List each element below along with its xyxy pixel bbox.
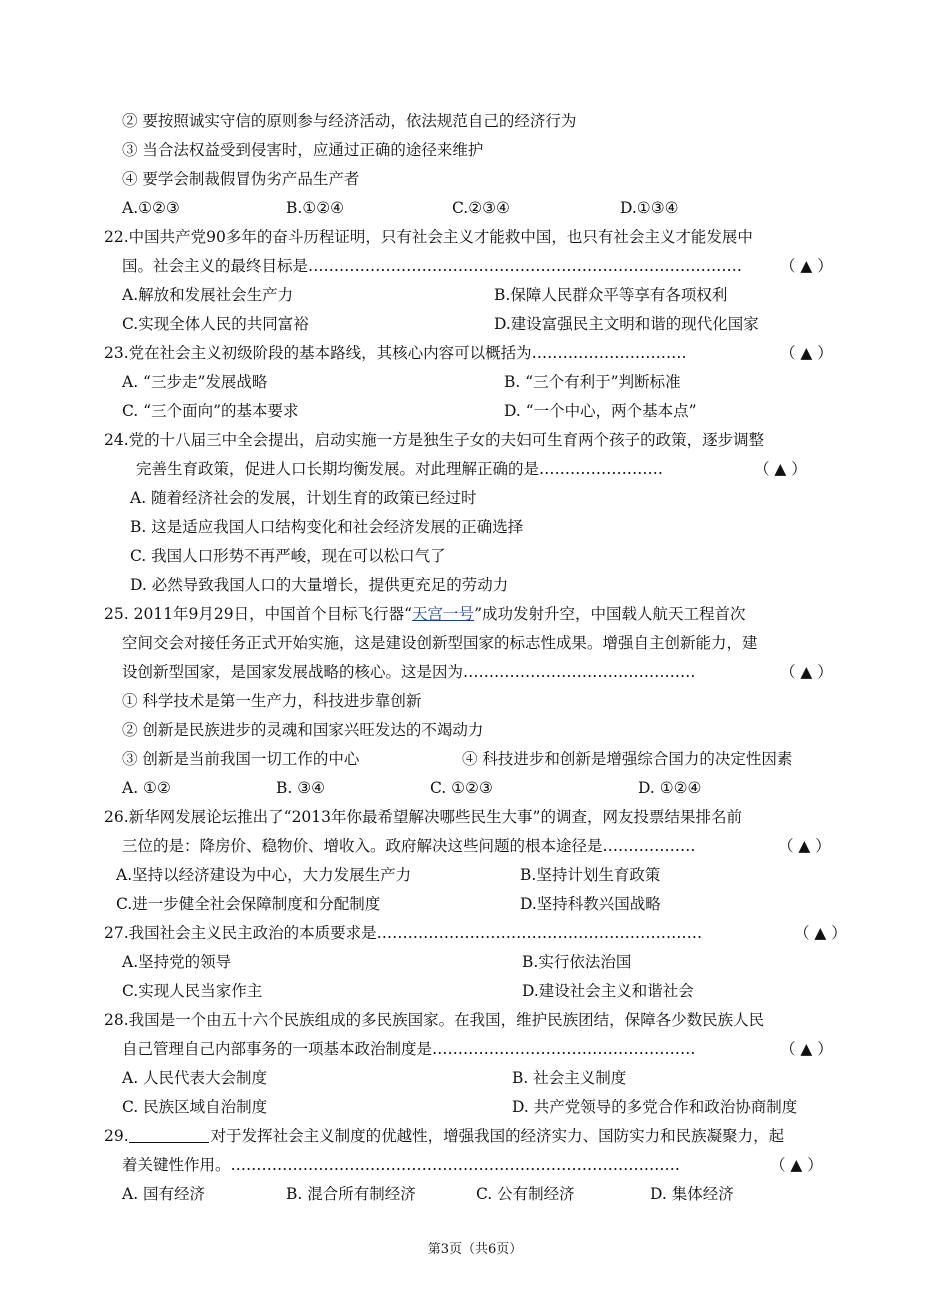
stem-text [104, 600, 746, 629]
question-26-options-row-2 [0, 890, 950, 919]
question-22-options-row-2 [0, 310, 950, 339]
stem-text-pre: 25. 2011年9月29日，中国首个目标飞行器“ [104, 605, 413, 623]
stem-text: 国。社会主义的最终目标是………………………………………………………………………… [122, 257, 743, 275]
item-text: ③ 当合法权益受到侵害时，应通过正确的途径来维护 [122, 141, 484, 159]
option-b: B. 混合所有制经济 [286, 1185, 416, 1203]
answer-blank: （ ▲ ） [754, 460, 807, 478]
option-b: B.实行依法治国 [522, 953, 632, 971]
option-d: D. 共产党领导的多党合作和政治协商制度 [512, 1098, 798, 1116]
question-22-options-row-1 [0, 281, 950, 310]
question-29-stem-line-2 [0, 1151, 950, 1180]
stem-text: 完善生育政策，促进人口长期均衡发展。对此理解正确的是…………………… [136, 460, 664, 478]
stem-text: 28.我国是一个由五十六个民族组成的多民族国家。在我国，维护民族团结，保障各少数民族人民 [104, 1011, 765, 1029]
stem-text: 26.新华网发展论坛推出了“2013年你最希望解决哪些民生大事”的调查，网友投票结果排名前 [104, 808, 742, 826]
question-number: 29. [104, 1127, 129, 1145]
item-text: ④ 科技进步和创新是增强综合国力的决定性因素 [462, 750, 793, 768]
question-25-items-3-4 [0, 745, 950, 774]
stem-text: 27.我国社会主义民主政治的本质要求是……………………………………………………… [104, 924, 703, 942]
question-24-stem-line-1 [0, 426, 950, 455]
question-24-stem-line-2 [0, 455, 950, 484]
option-a: A.坚持党的领导 [122, 953, 232, 971]
item-text: ① 科学技术是第一生产力，科技进步靠创新 [122, 692, 422, 710]
tiangong-link[interactable]: 天宫一号 [412, 605, 475, 623]
option-b: B. “三个有利于”判断标准 [504, 373, 681, 391]
option-a: A.①②③ [122, 199, 180, 217]
stem-text: 设创新型国家，是国家发展战略的核心。这是因为……………………………………… [122, 663, 696, 681]
option-a: A.解放和发展社会生产力 [122, 286, 294, 304]
option-c: C. 民族区域自治制度 [122, 1098, 268, 1116]
question-27-options-row-1 [0, 948, 950, 977]
answer-blank: （ ▲ ） [780, 1040, 833, 1058]
option-a: A. ①② [122, 779, 171, 797]
answer-blank: （ ▲ ） [780, 257, 833, 275]
question-28-stem-line-2 [0, 1035, 950, 1064]
option-d: D. 集体经济 [650, 1185, 734, 1203]
question-25-options [0, 774, 950, 803]
option-c: C. 公有制经济 [476, 1185, 575, 1203]
question-21-item-3 [0, 136, 950, 165]
question-28-stem-line-1 [0, 1006, 950, 1035]
stem-text: 23.党在社会主义初级阶段的基本路线，其核心内容可以概括为………………………… [104, 344, 687, 362]
stem-text: 空间交会对接任务正式开始实施，这是建设创新型国家的标志性成果。增强自主创新能力，建 [122, 634, 758, 652]
stem-text: 22.中国共产党90多年的奋斗历程证明，只有社会主义才能救中国，也只有社会主义才能发展中 [104, 228, 753, 246]
option-a: A. 国有经济 [122, 1185, 206, 1203]
option-c: C. 我国人口形势不再严峻，现在可以松口气了 [130, 547, 446, 565]
item-text: ② 创新是民族进步的灵魂和国家兴旺发达的不竭动力 [122, 721, 484, 739]
question-25-stem-line-3 [0, 658, 950, 687]
option-b: B.①②④ [286, 199, 345, 217]
option-b: B.保障人民群众平等享有各项权利 [494, 286, 728, 304]
option-a: A. 随着经济社会的发展，计划生育的政策已经过时 [130, 489, 477, 507]
option-d: D. ①②④ [638, 779, 702, 797]
question-21-item-2 [0, 107, 950, 136]
question-23-stem [0, 339, 950, 368]
option-d: D.坚持科教兴国战略 [520, 895, 661, 913]
answer-blank: （ ▲ ） [780, 344, 833, 362]
answer-blank: （ ▲ ） [770, 1156, 823, 1174]
option-c: C.②③④ [452, 199, 510, 217]
question-24-option-c [0, 542, 950, 571]
question-25-item-1 [0, 687, 950, 716]
question-25-stem-line-2 [0, 629, 950, 658]
stem-text-body: 对于发挥社会主义制度的优越性，增强我国的经济实力、国防实力和民族凝聚力，起 [210, 1127, 785, 1145]
option-d: D.建设社会主义和谐社会 [522, 982, 694, 1000]
option-a: A. 人民代表大会制度 [122, 1069, 268, 1087]
answer-blank: （ ▲ ） [778, 837, 831, 855]
stem-text: 三位的是：降房价、稳物价、增收入。政府解决这些问题的根本途径是……………… [122, 837, 696, 855]
option-a: A. “三步走”发展战略 [122, 373, 268, 391]
answer-blank: （ ▲ ） [794, 924, 847, 942]
question-25-item-2 [0, 716, 950, 745]
item-text: ④ 要学会制裁假冒伪劣产品生产者 [122, 170, 360, 188]
question-23-options-row-1 [0, 368, 950, 397]
question-23-options-row-2 [0, 397, 950, 426]
question-27-options-row-2 [0, 977, 950, 1006]
option-d: D. 必然导致我国人口的大量增长，提供更充足的劳动力 [130, 576, 509, 594]
question-24-option-b [0, 513, 950, 542]
question-21-options [0, 194, 950, 223]
fill-in-blank [129, 1124, 209, 1143]
stem-text: 自己管理自己内部事务的一项基本政治制度是…………………………………………… [122, 1040, 696, 1058]
page-footer: 第3页（共6页） [427, 1242, 523, 1257]
option-c: C. ①②③ [430, 779, 493, 797]
question-24-option-a [0, 484, 950, 513]
option-b: B. 这是适应我国人口结构变化和社会经济发展的正确选择 [130, 518, 524, 536]
question-22-stem-line-2 [0, 252, 950, 281]
question-26-options-row-1 [0, 861, 950, 890]
option-c: C.实现全体人民的共同富裕 [122, 315, 309, 333]
answer-blank: （ ▲ ） [780, 663, 833, 681]
item-text: ③ 创新是当前我国一切工作的中心 [122, 750, 360, 768]
question-28-options-row-1 [0, 1064, 950, 1093]
stem-text-post: ”成功发射升空，中国载人航天工程首次 [474, 605, 746, 623]
question-27-stem [0, 919, 950, 948]
stem-text: 24.党的十八届三中全会提出，启动实施一方是独生子女的夫妇可生育两个孩子的政策，逐步调整 [104, 431, 765, 449]
question-25-stem-line-1 [0, 600, 950, 629]
question-24-option-d [0, 571, 950, 600]
question-29-stem-line-1 [0, 1122, 950, 1151]
item-text: ② 要按照诚实守信的原则参与经济活动，依法规范自己的经济行为 [122, 112, 577, 130]
option-c: C.实现人民当家作主 [122, 982, 263, 1000]
option-d: D.①③④ [620, 199, 679, 217]
question-29-options [0, 1180, 950, 1209]
option-d: D.建设富强民主文明和谐的现代化国家 [494, 315, 759, 333]
question-26-stem-line-1 [0, 803, 950, 832]
question-26-stem-line-2 [0, 832, 950, 861]
option-a: A.坚持以经济建设为中心，大力发展生产力 [116, 866, 412, 884]
option-c: C.进一步健全社会保障制度和分配制度 [116, 895, 381, 913]
question-28-options-row-2 [0, 1093, 950, 1122]
option-d: D. “一个中心，两个基本点” [504, 402, 697, 420]
option-b: B. 社会主义制度 [512, 1069, 627, 1087]
option-c: C. “三个面向”的基本要求 [122, 402, 299, 420]
stem-text: 着关键性作用。…………………………………………………………………………… [122, 1156, 681, 1174]
option-b: B. ③④ [276, 779, 326, 797]
question-21-item-4 [0, 165, 950, 194]
option-b: B.坚持计划生育政策 [520, 866, 661, 884]
stem-text [104, 1122, 784, 1151]
question-22-stem-line-1 [0, 223, 950, 252]
